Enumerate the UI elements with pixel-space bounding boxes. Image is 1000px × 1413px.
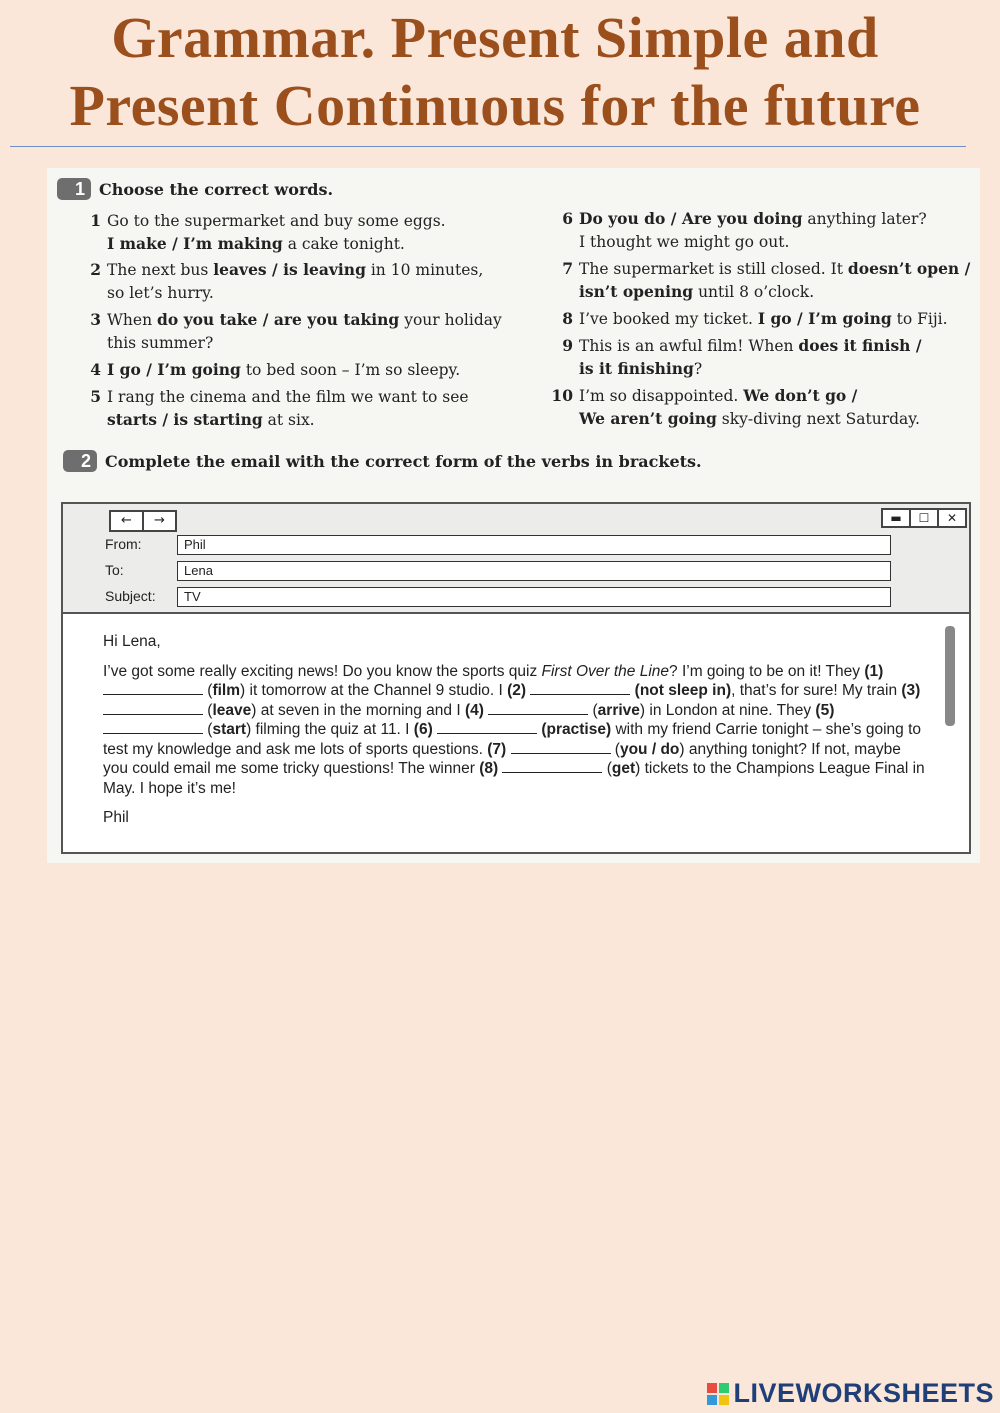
email-signature: Phil xyxy=(103,809,129,826)
logo-square xyxy=(707,1383,717,1393)
item-number: 6 xyxy=(562,209,573,228)
email-nav xyxy=(109,510,177,532)
title-line-1: Grammar. Present Simple and xyxy=(111,5,879,70)
email-text-segment: , that’s for sure! My train xyxy=(731,682,902,699)
item-line xyxy=(107,309,502,332)
item-text: I’ve booked my ticket. xyxy=(579,310,758,328)
email-text xyxy=(103,662,929,799)
answer-choice[interactable]: I go / I’m going xyxy=(107,360,241,379)
answer-blank[interactable] xyxy=(103,682,203,695)
item-line xyxy=(107,233,446,256)
exercise-1-item xyxy=(551,385,920,430)
answer-blank[interactable] xyxy=(437,721,537,734)
verb-prompt: you / do xyxy=(619,740,680,758)
item-line xyxy=(579,208,927,231)
answer-blank[interactable] xyxy=(511,741,611,754)
email-text-segment: ) it tomorrow at the Channel 9 studio. I xyxy=(240,682,508,699)
item-line xyxy=(579,258,970,281)
item-line xyxy=(107,359,460,382)
email-text-segment: ) anything tonight? If not, maybe you could email me some tricky questions! The winner xyxy=(103,740,901,777)
email-body xyxy=(103,632,929,838)
answer-choice[interactable]: Do you do / Are you doing xyxy=(579,209,803,228)
answer-choice[interactable]: I go / I’m going xyxy=(757,309,892,328)
item-line xyxy=(579,385,920,408)
item-text: I rang the cinema and the film we want to see xyxy=(107,388,469,406)
minimize-icon[interactable]: ▬ xyxy=(883,510,911,526)
subject-label: Subject: xyxy=(105,588,156,604)
item-text: in 10 minutes, xyxy=(365,261,484,279)
item-number: 5 xyxy=(90,387,101,406)
item-text: anything later? xyxy=(802,210,927,228)
answer-choice[interactable]: starts / is starting xyxy=(107,409,263,429)
exercise-1-instruction: Choose the correct words. xyxy=(99,179,334,199)
item-number: 3 xyxy=(90,310,101,329)
verb-prompt: (4) xyxy=(464,701,489,719)
item-text: your holiday xyxy=(399,311,502,329)
verb-prompt: (practise) xyxy=(537,721,612,738)
title-divider xyxy=(10,146,966,147)
item-number: 2 xyxy=(90,260,101,279)
exercise-1-item xyxy=(90,259,484,304)
verb-prompt: (not sleep in) xyxy=(630,682,732,699)
subject-field[interactable]: TV xyxy=(177,587,891,607)
answer-choice[interactable]: I make / I’m making xyxy=(107,233,283,253)
email-text-segment: ) in London at nine. They xyxy=(639,701,816,719)
verb-prompt: (5) xyxy=(815,701,835,719)
item-line xyxy=(579,408,920,431)
answer-choice[interactable]: does it finish / xyxy=(798,336,922,355)
answer-blank[interactable] xyxy=(103,702,203,715)
item-text: When xyxy=(107,311,157,329)
verb-prompt: (6) xyxy=(413,721,438,738)
exercise-1-item xyxy=(90,210,446,255)
exercise-2-heading xyxy=(63,450,702,472)
email-text-segment: ( xyxy=(610,740,620,758)
exercise-1-item xyxy=(90,386,469,431)
answer-choice[interactable]: is it finishing xyxy=(579,358,694,378)
exercise-1-item xyxy=(562,308,948,331)
from-label: From: xyxy=(105,536,142,552)
item-text: This is an awful film! When xyxy=(579,337,799,355)
item-text: I thought we might go out. xyxy=(579,232,790,251)
verb-prompt: get xyxy=(611,760,636,777)
verb-prompt: (3) xyxy=(901,682,921,699)
logo-square xyxy=(707,1395,717,1405)
email-text-segment: ) at seven in the morning and I xyxy=(251,701,465,719)
item-text: a cake tonight. xyxy=(282,234,405,253)
item-line xyxy=(107,409,469,432)
verb-prompt: (2) xyxy=(507,682,531,699)
liveworksheets-logo xyxy=(707,1378,994,1409)
exercise-1-item xyxy=(562,335,922,380)
brand-name: LIVEWORKSHEETS xyxy=(733,1378,994,1408)
item-line xyxy=(579,308,948,331)
email-text-segment: ( xyxy=(203,721,213,738)
item-number: 4 xyxy=(90,360,101,379)
answer-blank[interactable] xyxy=(488,702,588,715)
item-line xyxy=(107,332,502,355)
item-text: so let’s hurry. xyxy=(107,283,214,302)
item-text: The supermarket is still closed. It xyxy=(579,260,848,278)
item-text: sky-diving next Saturday. xyxy=(716,409,920,428)
item-text: to bed soon – I’m so sleepy. xyxy=(240,361,461,379)
email-text-segment: ( xyxy=(602,760,612,777)
item-text: to Fiji. xyxy=(891,310,948,328)
verb-prompt: arrive xyxy=(597,701,640,719)
answer-choice[interactable]: doesn’t open / xyxy=(847,259,971,278)
item-number: 7 xyxy=(562,259,573,278)
item-text: Go to the supermarket and buy some eggs. xyxy=(107,212,446,230)
answer-choice[interactable]: We aren’t going xyxy=(579,408,717,428)
exercise-1-badge: 1 xyxy=(57,178,91,200)
email-window xyxy=(61,502,971,854)
item-text: I’m so disappointed. xyxy=(579,387,744,405)
scrollbar-thumb[interactable] xyxy=(945,626,955,726)
item-number: 9 xyxy=(562,336,573,355)
close-icon[interactable]: ✕ xyxy=(946,511,958,525)
verb-prompt: (8) xyxy=(479,760,503,777)
email-text-segment: ) tickets to the Champions League Final in May. I hope it’s me! xyxy=(103,760,925,797)
logo-square xyxy=(719,1383,729,1393)
verb-prompt: start xyxy=(212,721,247,738)
email-greeting: Hi Lena, xyxy=(103,633,161,650)
email-text-segment: with my friend Carrie tonight – she’s going to test my knowledge and ask me lots of sports questions. xyxy=(103,721,922,758)
answer-blank[interactable] xyxy=(103,721,203,734)
answer-choice[interactable]: do you take / are you taking xyxy=(157,310,400,329)
item-number: 10 xyxy=(551,386,573,405)
verb-prompt: leave xyxy=(212,701,252,719)
page-title xyxy=(0,4,990,140)
forward-arrow-icon[interactable]: → xyxy=(154,513,165,528)
to-label: To: xyxy=(105,562,124,578)
email-text-segment: I’ve got some really exciting news! Do you know the sports quiz xyxy=(103,662,542,680)
exercise-1-heading xyxy=(57,178,333,200)
email-text-segment: ) filming the quiz at 11. I xyxy=(246,721,414,738)
item-line xyxy=(107,210,446,233)
email-text-segment: ? I’m going to be on it! They xyxy=(669,662,865,680)
item-text: this summer? xyxy=(107,333,214,352)
exercise-1-item xyxy=(562,208,927,253)
exercise-1-item xyxy=(562,258,971,303)
back-arrow-icon[interactable]: ← xyxy=(111,512,144,530)
item-text: The next bus xyxy=(107,261,214,279)
exercise-1-item xyxy=(90,359,461,382)
answer-blank[interactable] xyxy=(530,682,630,695)
item-line xyxy=(107,282,483,305)
from-field[interactable]: Phil xyxy=(177,535,891,555)
verb-prompt: (7) xyxy=(487,740,511,758)
item-line xyxy=(579,231,927,254)
title-line-2: Present Continuous for the future xyxy=(69,73,921,138)
item-line xyxy=(579,358,922,381)
item-text: until 8 o’clock. xyxy=(693,282,815,301)
worksheet-scan xyxy=(47,168,980,863)
email-text-segment: ( xyxy=(203,682,213,699)
exercise-1-item xyxy=(90,309,502,354)
email-text-segment: ( xyxy=(203,701,213,719)
item-text: ? xyxy=(693,359,703,378)
email-text-segment: ( xyxy=(588,701,598,719)
verb-prompt: (1) xyxy=(864,662,884,680)
answer-choice[interactable]: isn’t opening xyxy=(579,281,694,301)
exercise-2-instruction: Complete the email with the correct form of the verbs in brackets. xyxy=(105,451,702,471)
item-number: 1 xyxy=(90,211,101,230)
answer-blank[interactable] xyxy=(502,760,602,773)
answer-choice[interactable]: leaves / is leaving xyxy=(213,260,366,279)
maximize-icon[interactable]: ☐ xyxy=(911,510,939,526)
window-controls xyxy=(881,508,967,528)
item-text: at six. xyxy=(262,410,315,429)
email-text-segment: First Over the Line xyxy=(541,662,670,680)
logo-square xyxy=(719,1395,729,1405)
verb-prompt: film xyxy=(212,682,241,699)
logo-grid-icon xyxy=(707,1383,729,1405)
answer-choice[interactable]: We don’t go / xyxy=(743,386,858,405)
email-header xyxy=(63,504,969,614)
exercise-2-badge: 2 xyxy=(63,450,97,472)
item-line xyxy=(579,281,970,304)
item-line xyxy=(107,386,469,409)
item-number: 8 xyxy=(562,309,573,328)
to-field[interactable]: Lena xyxy=(177,561,891,581)
item-line xyxy=(579,335,922,358)
item-line xyxy=(107,259,483,282)
